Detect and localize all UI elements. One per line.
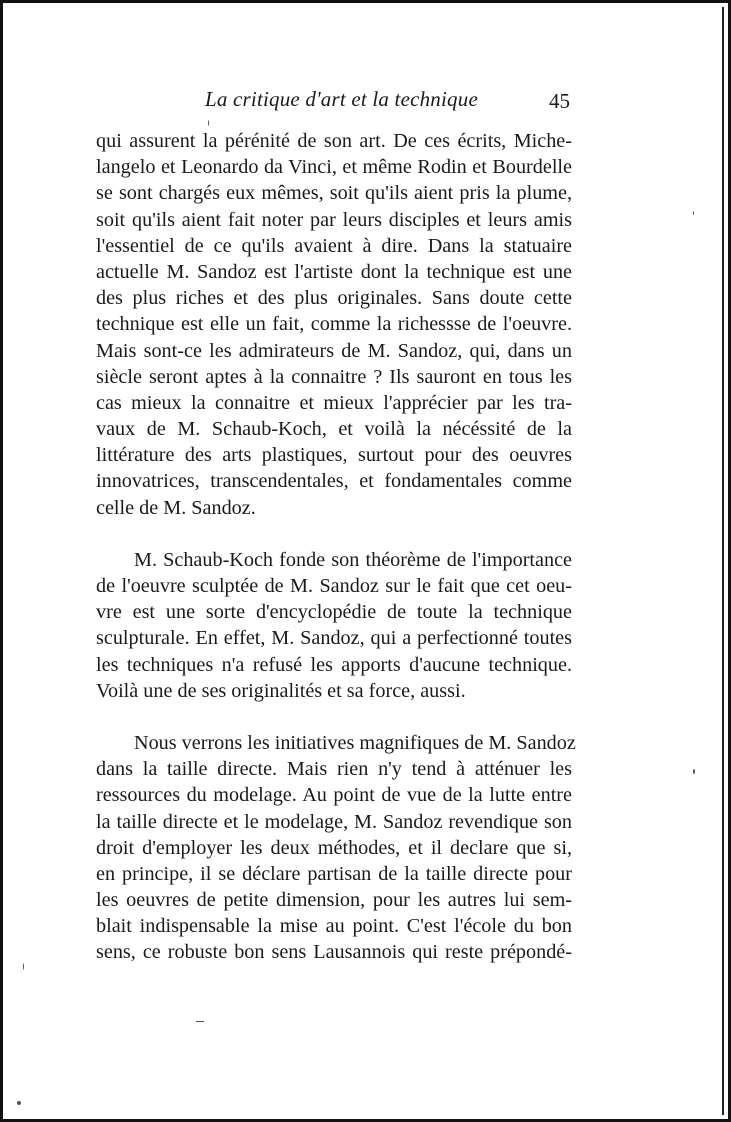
scan-speck bbox=[693, 211, 694, 215]
text-line: vaux de M. Schaub-Koch, et voilà la nécéssité de la bbox=[96, 418, 572, 441]
scan-speck bbox=[208, 120, 209, 126]
scan-speck bbox=[693, 769, 695, 774]
text-line: des plus riches et des plus originales. Sans doute cette bbox=[96, 287, 572, 310]
text-line: ressources du modelage. Au point de vue de la lutte entre bbox=[96, 784, 572, 807]
text-line: sens, ce robuste bon sens Lausannois qui reste prépondé- bbox=[96, 941, 572, 964]
text-line: celle de M. Sandoz. bbox=[96, 496, 256, 519]
page-number: 45 bbox=[549, 89, 570, 113]
text-line: Voilà une de ses originalités et sa force, aussi. bbox=[96, 679, 466, 702]
running-head bbox=[3, 87, 731, 117]
text-line: M. Schaub-Koch fonde son théorème de l'importance bbox=[134, 548, 572, 571]
text-line: vre est une sorte d'encyclopédie de toute la technique bbox=[96, 601, 572, 624]
paragraph-1 bbox=[96, 128, 572, 521]
text-line: innovatrices, transcendentales, et fondamentales comme bbox=[96, 470, 572, 493]
text-line: les oeuvres de petite dimension, pour les autres lui sem- bbox=[96, 889, 572, 912]
paragraph-2 bbox=[96, 547, 572, 704]
body-text bbox=[96, 128, 576, 966]
text-line: se sont chargés eux mêmes, soit qu'ils aient pris la plume, bbox=[96, 182, 572, 205]
text-line: l'essentiel de ce qu'ils avaient à dire. Dans la statuaire bbox=[96, 234, 572, 257]
text-line: blait indispensable la mise au point. C'est l'école du bon bbox=[96, 915, 572, 938]
text-line: cas mieux la connaitre et mieux l'apprécier par les tra- bbox=[96, 391, 572, 414]
text-line: langelo et Leonardo da Vinci, et même Rodin et Bourdelle bbox=[96, 156, 572, 179]
running-title: La critique d'art et la technique bbox=[205, 87, 478, 111]
text-line: technique est elle un fait, comme la richessse de l'oeuvre. bbox=[96, 313, 572, 336]
scan-speck bbox=[23, 963, 24, 970]
text-line: Nous verrons les initiatives magnifiques de M. Sandoz bbox=[134, 731, 576, 754]
text-line: soit qu'ils aient fait noter par leurs disciples et leurs amis bbox=[96, 208, 572, 231]
paragraph-gap bbox=[96, 521, 572, 547]
text-line: les techniques n'a refusé les apports d'aucune technique. bbox=[96, 653, 572, 676]
text-line: actuelle M. Sandoz est l'artiste dont la technique est une bbox=[96, 260, 572, 283]
text-line: de l'oeuvre sculptée de M. Sandoz sur le fait que cet oeu- bbox=[96, 575, 572, 597]
text-line: littérature des arts plastiques, surtout pour des oeuvres bbox=[96, 444, 572, 467]
paragraph-3 bbox=[96, 730, 576, 966]
scan-speck bbox=[17, 1101, 21, 1105]
text-line: en principe, il se déclare partisan de la taille directe pour bbox=[96, 862, 572, 885]
text-line: sculpturale. En effet, M. Sandoz, qui a perfectionné toutes bbox=[96, 627, 572, 650]
scan-speck bbox=[196, 1021, 204, 1022]
text-line: dans la taille directe. Mais rien n'y tend à atténuer les bbox=[96, 758, 572, 781]
text-line: la taille directe et le modelage, M. Sandoz revendique son bbox=[96, 810, 572, 833]
text-line: Mais sont-ce les admirateurs de M. Sandoz, qui, dans un bbox=[96, 339, 572, 362]
text-line: droit d'employer les deux méthodes, et il declare que si, bbox=[96, 836, 572, 859]
paragraph-gap bbox=[96, 704, 572, 730]
text-line: qui assurent la pérénité de son art. De ces écrits, Miche- bbox=[96, 130, 572, 152]
text-line: siècle seront aptes à la connaitre ? Ils sauront en tous les bbox=[96, 365, 572, 388]
